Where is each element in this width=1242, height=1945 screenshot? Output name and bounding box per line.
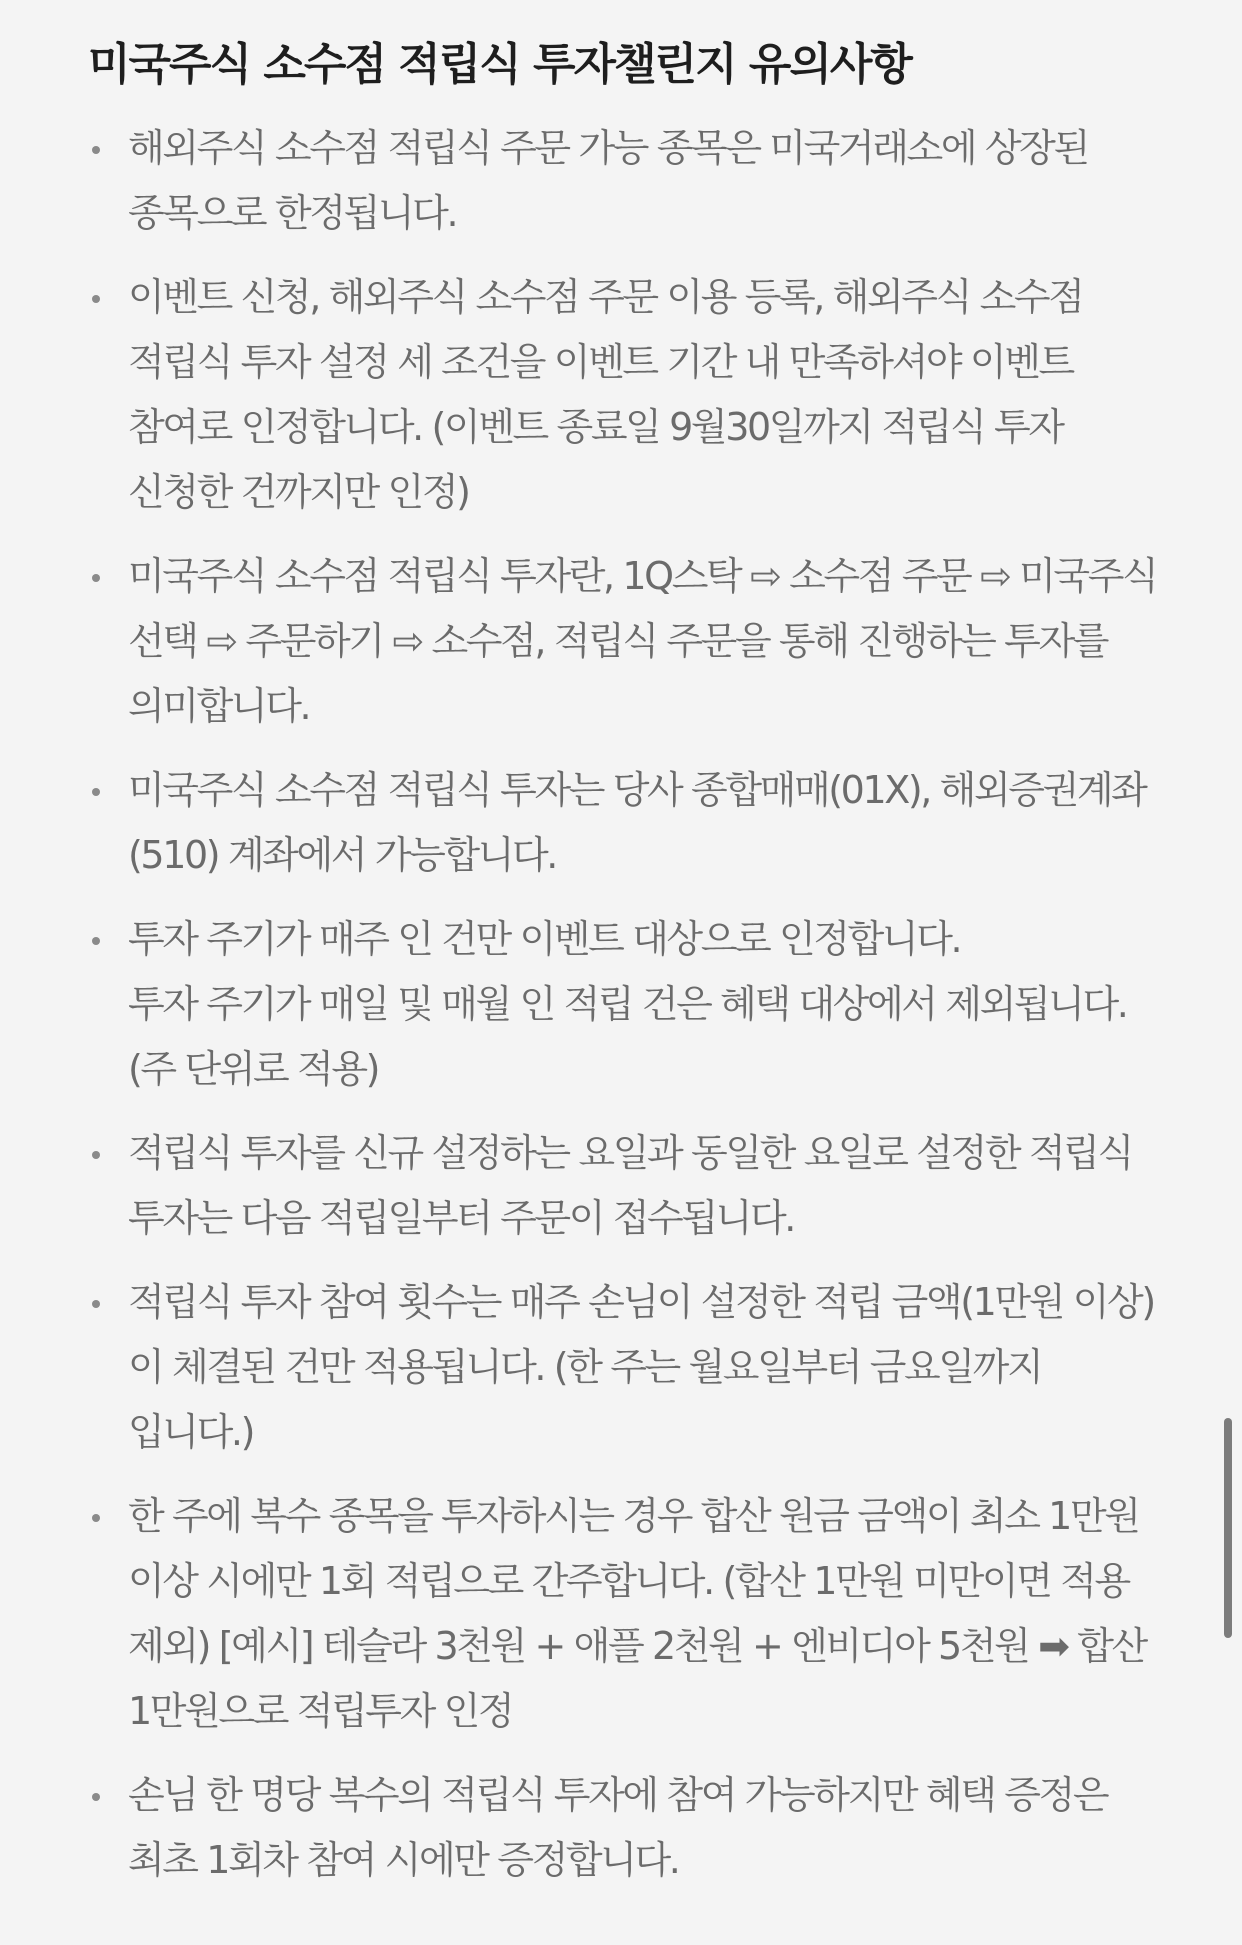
notice-item — [88, 116, 1168, 246]
bullet-dot-icon — [92, 295, 100, 303]
bullet-dot-icon — [92, 146, 100, 154]
notice-item-text: 해외주식 소수점 적립식 주문 가능 종목은 미국거래소에 상장된 종목으로 한정됩니다. — [128, 126, 1088, 235]
notice-item-text: 적립식 투자를 신규 설정하는 요일과 동일한 요일로 설정한 적립식 투자는 다음 적립일부터 주문이 접수됩니다. — [128, 1131, 1132, 1240]
notice-item — [88, 758, 1168, 888]
notice-item-text: 이벤트 신청, 해외주식 소수점 주문 이용 등록, 해외주식 소수점 적립식 투자 설정 세 조건을 이벤트 기간 내 만족하셔야 이벤트 참여로 인정합니다. (이벤트 종료일 9월30일까지 적립식 투자 신청한 건까지만 인정) — [128, 275, 1083, 514]
notice-section — [88, 30, 1168, 1912]
vertical-scrollbar[interactable] — [1224, 1418, 1232, 1638]
bullet-dot-icon — [92, 1793, 100, 1801]
notice-title: 미국주식 소수점 적립식 투자챌린지 유의사항 — [88, 39, 911, 90]
notice-item-text: 한 주에 복수 종목을 투자하시는 경우 합산 원금 금액이 최소 1만원 이상 시에만 1회 적립으로 간주합니다. (합산 1만원 미만이면 적용 제외) [예시] 테슬라 3천원 + 애플 2천원 + 엔비디아 5천원 ➡ 합산 1만원으로 적립투자 인정 — [128, 1494, 1146, 1733]
notice-item — [88, 1484, 1168, 1744]
bullet-dot-icon — [92, 788, 100, 796]
notice-item — [88, 1121, 1168, 1251]
notice-item-text: 미국주식 소수점 적립식 투자란, 1Q스탁 ⇨ 소수점 주문 ⇨ 미국주식 선택 ⇨ 주문하기 ⇨ 소수점, 적립식 주문을 통해 진행하는 투자를 의미합니다. — [128, 554, 1157, 728]
notice-item-text-continued: 투자 주기가 매일 및 매월 인 적립 건은 혜택 대상에서 제외됩니다. (주 단위로 적용) — [128, 982, 1127, 1091]
notice-item — [88, 907, 1168, 1102]
bullet-dot-icon — [92, 937, 100, 945]
notice-item-text: 적립식 투자 참여 횟수는 매주 손님이 설정한 적립 금액(1만원 이상)이 체결된 건만 적용됩니다. (한 주는 월요일부터 금요일까지 입니다.) — [128, 1280, 1154, 1454]
bullet-dot-icon — [92, 1151, 100, 1159]
notice-item — [88, 544, 1168, 739]
bullet-dot-icon — [92, 1514, 100, 1522]
bullet-dot-icon — [92, 1300, 100, 1308]
notice-list — [88, 116, 1168, 1893]
notice-item — [88, 265, 1168, 525]
notice-item-text: 투자 주기가 매주 인 건만 이벤트 대상으로 인정합니다. — [128, 917, 961, 961]
notice-item-text: 미국주식 소수점 적립식 투자는 당사 종합매매(01X), 해외증권계좌(510) 계좌에서 가능합니다. — [128, 768, 1146, 877]
notice-item-text: 손님 한 명당 복수의 적립식 투자에 참여 가능하지만 혜택 증정은 최초 1회차 참여 시에만 증정합니다. — [128, 1773, 1108, 1882]
notice-item — [88, 1270, 1168, 1465]
bullet-dot-icon — [92, 574, 100, 582]
notice-item — [88, 1763, 1168, 1893]
